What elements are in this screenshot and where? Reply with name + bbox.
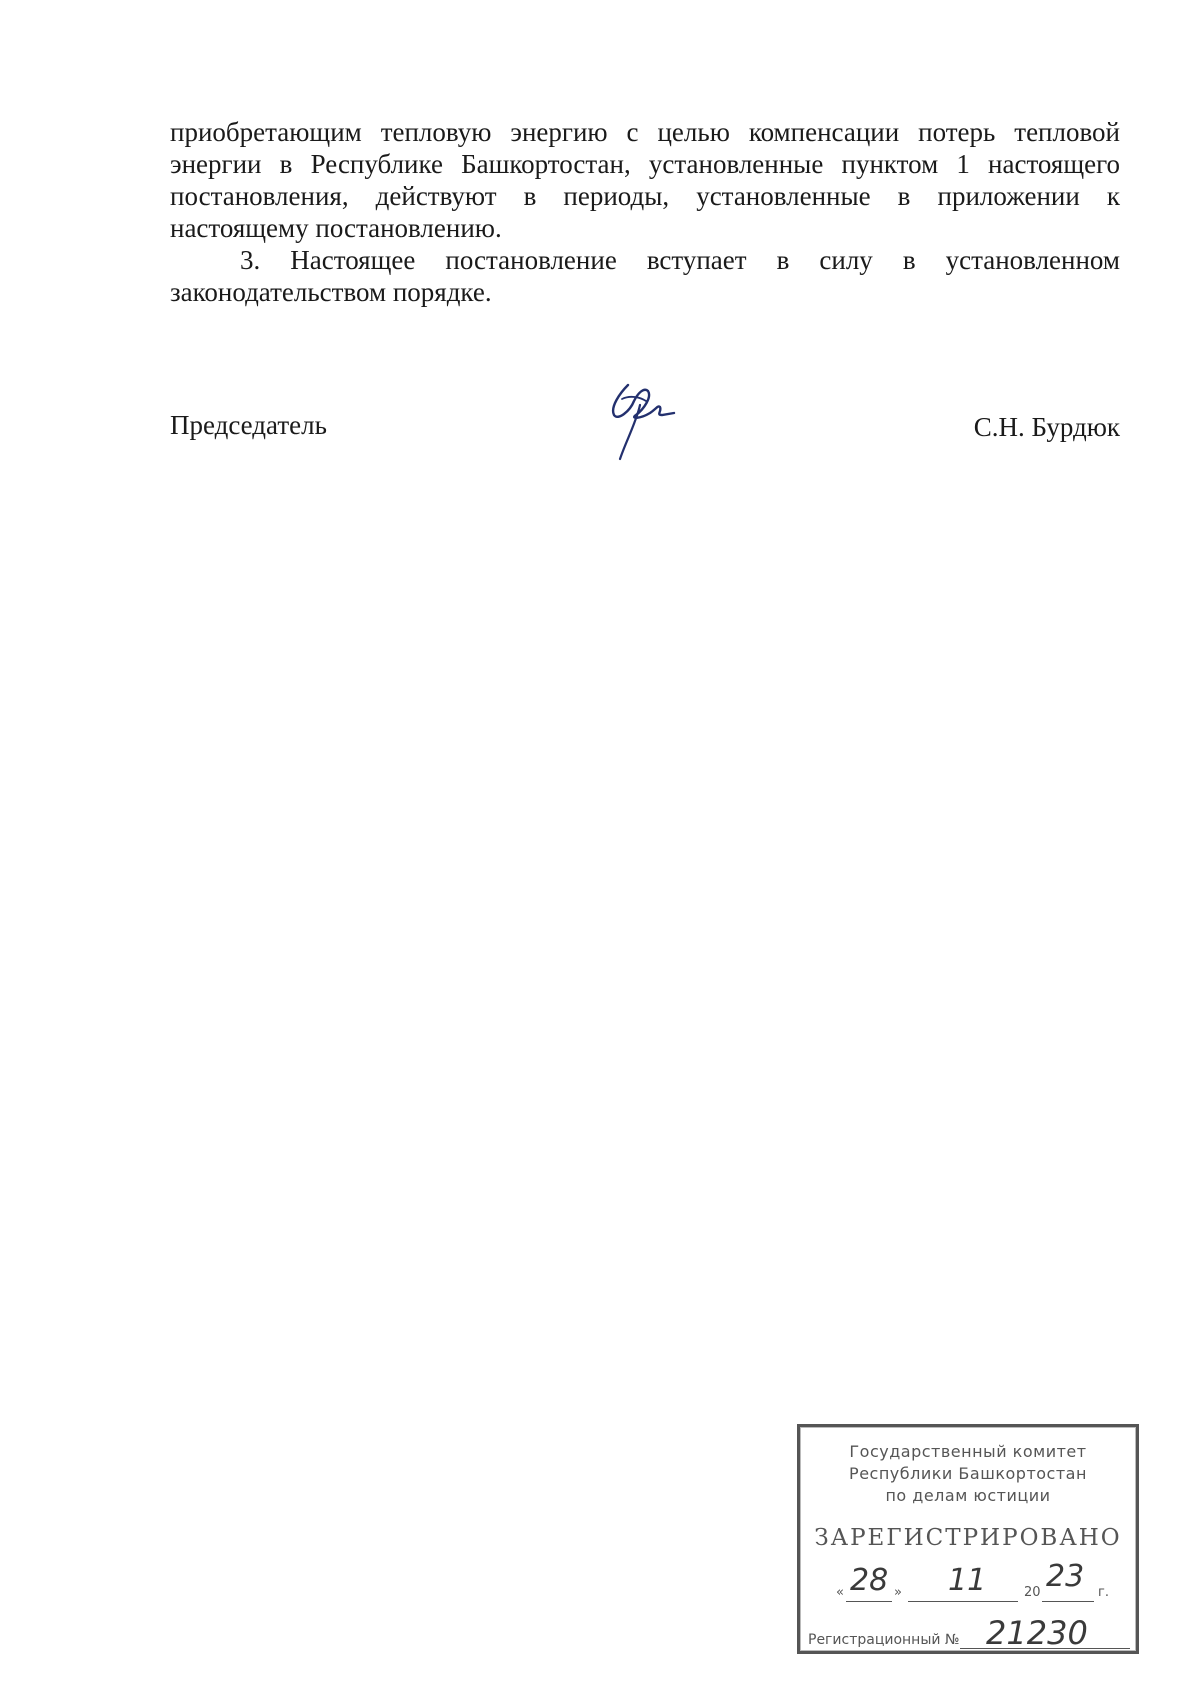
signatory-name: С.Н. Бурдюк [973,412,1120,442]
stamp-registered-label: ЗАРЕГИСТРИРОВАНО [814,1525,1122,1551]
handwritten-signature-icon [600,375,680,465]
stamp-org-line-3: по делам юстиции [885,1486,1051,1505]
quote-open: « [836,1585,844,1600]
day-underline [846,1601,892,1602]
stamp-org-line-2: Республики Башкортостан [849,1464,1087,1483]
registration-stamp [797,1424,1139,1654]
month-underline [908,1601,1018,1602]
signatory-title: Председатель [170,410,327,440]
stamp-organization [800,1441,1136,1507]
reg-number-label: Регистрационный № [808,1632,960,1648]
stamp-month: 11 [948,1563,987,1598]
paragraph-continuation: приобретающим тепловую энергию с целью компенсации потерь тепловой энергии в Республике Башкортостан, установленные пунктом 1 настоящего постановления, действуют в периоды, установленные в приложении к настоящему постановлению. [170,117,1120,243]
paragraph-3: 3. Настоящее постановление вступает в силу в установленном законодательством порядке. [170,245,1120,307]
stamp-year: 23 [1046,1559,1085,1594]
stamp-date [836,1559,1116,1605]
year-unit: г. [1098,1585,1109,1600]
quote-close: » [894,1585,902,1600]
stamp-day: 28 [850,1563,889,1598]
year-prefix: 20 [1024,1585,1041,1600]
stamp-org-line-1: Государственный комитет [849,1442,1087,1461]
document-body [170,116,1120,308]
year-underline [1042,1601,1094,1602]
stamp-registration-number [808,1614,1134,1652]
reg-number-value: 21230 [986,1614,1088,1652]
